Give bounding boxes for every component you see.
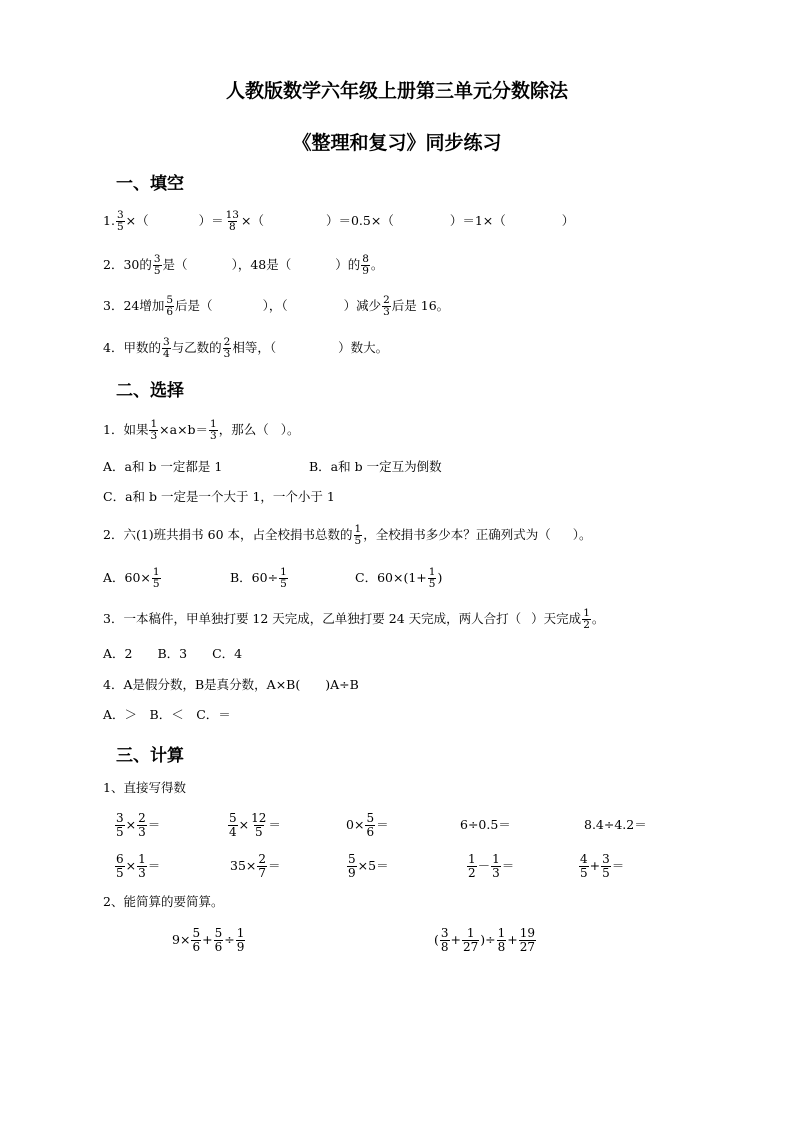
choice-1-option-c: C．a和 b 一定是一个大于 1，一个小于 1 (103, 489, 335, 504)
choice-3-options: A．2 B．3 C．4 (103, 646, 243, 661)
calc-item: 6÷0.5＝ (460, 817, 511, 832)
calc-item: $\frac{6}{5}$ × $\frac{1}{3}$ ＝ (116, 851, 161, 880)
fraction: 2 3 (383, 293, 390, 318)
fraction: $\frac{1}{5}$ (152, 565, 160, 590)
fraction: 3 5 (153, 252, 161, 277)
choice-2-option-c: C．60×(1+ $\frac{1}{5}$ ) (355, 565, 443, 590)
choice-question-1: 1．如果 $\frac{1}{3}$ ×a×b＝ 1 3 ，那么（ ）。 (103, 417, 300, 442)
calc-item: $\frac{5}{9}$ ×5＝ (348, 851, 389, 880)
calc-item: 0× $\frac{5}{6}$ ＝ (346, 810, 389, 839)
fraction: $\frac{13}{8}$ (225, 208, 239, 233)
fraction: 8 9 (362, 252, 369, 277)
calc-expression-2: ( 3 8 + $\frac{1}{27}$ )÷ $\frac{1}{8}$ + $\frac{19}{27}$ (434, 925, 536, 954)
page-title: 人教版数学六年级上册第三单元分数除法 (225, 80, 568, 102)
fill-question-4: 4．甲数的 3 4 与乙数的 2 3 相等，（ ）数大。 (103, 335, 389, 360)
choice-4-options: A．＞ B．＜ C．＝ (103, 707, 231, 722)
fraction: $\frac{1}{5}$ (428, 565, 436, 590)
fraction: $\frac{3}{5}$ (116, 208, 124, 233)
calc-item: 1 2 － 1 3 ＝ (468, 851, 515, 880)
choice-2-option-a: A．60× $\frac{1}{5}$ (103, 565, 160, 590)
section-fill-blank: 一、填空 (116, 174, 184, 194)
section-calculation: 三、计算 (116, 746, 184, 766)
page-subtitle: 《整理和复习》同步练习 (292, 132, 502, 154)
fill-question-2: 2．30的 3 5 是（ ），48是（ ）的 8 9 。 (103, 252, 384, 277)
calc-item: $\frac{5}{4}$ × $\frac{12}{5}$ ＝ (229, 810, 281, 839)
fraction: 5 6 (166, 293, 174, 318)
fraction: $\frac{1}{5}$ (280, 565, 287, 590)
fill-question-3: 3．24增加 5 6 后是（ ），（ ）减少 2 3 后是 16。 (103, 293, 450, 318)
choice-question-4: 4．A是假分数，B是真分数，A×B( )A÷B (103, 677, 359, 692)
calc-subheading-1: 1、直接写得数 (103, 780, 186, 795)
choice-question-3: 3．一本稿件，甲单独打要 12 天完成，乙单独打要 24 天完成，两人合打（ ）天完成 1 2 。 (103, 606, 605, 631)
choice-question-2: 2．六(1)班共捐书 60 本，占全校捐书总数的 1 5 ，全校捐书多少本？正确列式为（ ）。 (103, 522, 592, 547)
fraction: 1 3 (210, 417, 217, 442)
calc-subheading-2: 2、能简算的要简算。 (103, 894, 224, 909)
fraction: $\frac{1}{3}$ (150, 417, 158, 442)
section-choice: 二、选择 (116, 381, 184, 401)
fraction: 2 3 (223, 335, 231, 360)
calc-item: 35× $\frac{2}{7}$ ＝ (230, 851, 281, 880)
fill-question-1: 1. $\frac{3}{5}$ ×（ ）＝ $\frac{13}{8}$ ×（ ）＝0.5×（ ）＝1×（ ） (103, 208, 575, 233)
fraction: 1 2 (583, 606, 590, 631)
calc-item: 4 5 + $\frac{3}{5}$ ＝ (580, 851, 625, 880)
calc-item: $\frac{3}{5}$ × $\frac{2}{3}$ ＝ (116, 810, 161, 839)
fraction: 3 4 (162, 335, 170, 360)
choice-1-option-b: B．a和 b 一定互为倒数 (309, 459, 442, 474)
calc-expression-1: 9× $\frac{5}{6}$ + $\frac{5}{6}$ ÷ $\frac{1}{9}$ (172, 925, 245, 954)
fraction: 1 5 (354, 522, 362, 547)
calc-item: 8.4÷4.2＝ (584, 817, 647, 832)
choice-2-option-b: B．60÷ $\frac{1}{5}$ (230, 565, 287, 590)
choice-1-option-a: A．a和 b 一定都是 1 (103, 459, 223, 474)
